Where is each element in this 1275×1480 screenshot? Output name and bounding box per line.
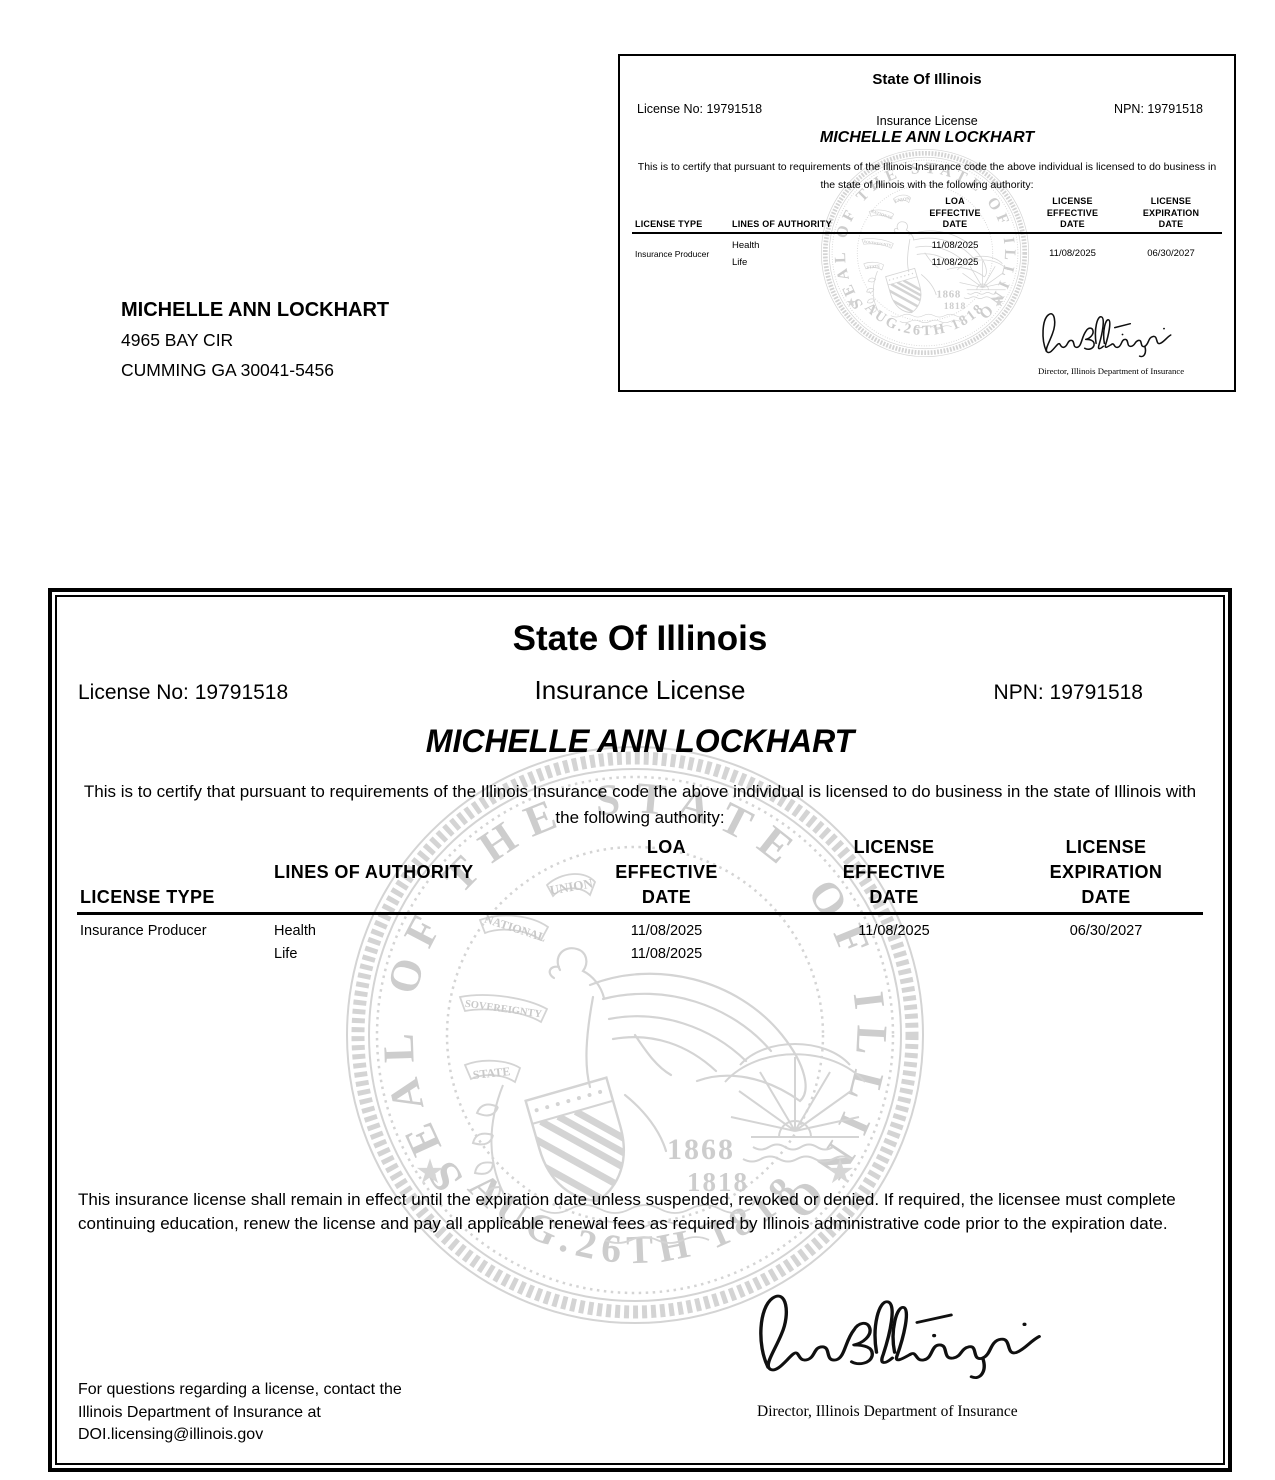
header-loa-effective-date: LOA EFFECTIVE DATE: [615, 837, 718, 907]
cell-license-effective-date: 11/08/2025: [1049, 248, 1096, 259]
document-type: Insurance License: [876, 114, 978, 128]
director-title: Director, Illinois Department of Insurance: [757, 1403, 1018, 1420]
cell-lines-of-authority: Health Life: [274, 923, 316, 962]
header-license-expiration-date: LICENSE EXPIRATION DATE: [1049, 837, 1163, 907]
header-license-effective-date: LICENSE EFFECTIVE DATE: [842, 837, 946, 907]
director-signature: [750, 1285, 1055, 1388]
certification-text: This is to certify that pursuant to requirements of the Illinois Insurance code the above individual is licensed to do business in the state of Illinois with the following authority:: [83, 782, 1197, 827]
cell-license-type: Insurance Producer: [80, 923, 207, 939]
licensee-name: MICHELLE ANN LOCKHART: [425, 723, 855, 759]
cell-license-expiration-date: 06/30/2027: [1147, 248, 1195, 259]
header-license-effective-date: LICENSE EFFECTIVE DATE: [1046, 196, 1099, 229]
contact-email: DOI.licensing@illinois.gov: [78, 1426, 264, 1443]
cell-license-effective-date: 11/08/2025: [858, 923, 930, 939]
license-certificate: [48, 588, 1232, 1472]
header-license-type: LICENSE TYPE: [635, 219, 703, 229]
header-license-type: LICENSE TYPE: [80, 887, 215, 907]
director-signature: [1038, 308, 1178, 362]
contact-info: [78, 1379, 402, 1447]
address-name: MICHELLE ANN LOCKHART: [121, 299, 390, 321]
cell-license-type: Insurance Producer: [635, 248, 710, 259]
authority-table: [632, 196, 1222, 271]
header-loa-effective-date: LOA EFFECTIVE DATE: [929, 196, 981, 229]
contact-line: For questions regarding a license, contact the: [78, 1381, 402, 1398]
cell-loa-effective-dates: 11/08/2025 11/08/2025: [630, 923, 703, 962]
address-street: 4965 BAY CIR: [121, 330, 234, 350]
certification-text: This is to certify that pursuant to requirements of the Illinois Insurance code the above individual is licensed to do business in the state of Illinois with the following authority:: [637, 161, 1217, 191]
npn-number: NPN: 19791518: [993, 681, 1143, 704]
authority-table-header: [632, 196, 1222, 234]
header-license-expiration-date: LICENSE EXPIRATION DATE: [1142, 196, 1200, 229]
license-number: License No: 19791518: [637, 102, 763, 116]
authority-table-header: [77, 835, 1203, 915]
authority-table: [77, 835, 1203, 965]
cell-license-expiration-date: 06/30/2027: [1069, 923, 1143, 939]
header-lines-of-authority: LINES OF AUTHORITY: [274, 862, 474, 882]
address-city-state-zip: CUMMING GA 30041-5456: [121, 360, 335, 380]
small-license-card: [618, 54, 1236, 392]
npn-number: NPN: 19791518: [1114, 102, 1203, 116]
cell-loa-effective-dates: 11/08/2025 11/08/2025: [931, 239, 979, 268]
mailing-address: [121, 295, 389, 385]
license-effect-paragraph: This insurance license shall remain in effect until the expiration date unless suspended, revoked or denied. If required, the licensee must complete continuing education, renew the license and pay all applicable renewal fees as required by Illinois administrative code prior to the expiration date.: [78, 1190, 1176, 1233]
license-certificate-inner: [55, 595, 1225, 1465]
licensee-name: MICHELLE ANN LOCKHART: [819, 129, 1035, 146]
state-title: State Of Illinois: [872, 71, 982, 88]
cell-lines-of-authority: Health Life: [732, 239, 760, 268]
contact-line: Illinois Department of Insurance at: [78, 1403, 321, 1421]
state-title: State Of Illinois: [512, 619, 768, 658]
director-title: Director, Illinois Department of Insurance: [1038, 366, 1185, 376]
document-type: Insurance License: [534, 675, 746, 705]
table-row: [77, 920, 1203, 965]
table-row: [632, 237, 1222, 271]
license-number: License No: 19791518: [78, 681, 289, 704]
header-lines-of-authority: LINES OF AUTHORITY: [732, 219, 832, 229]
